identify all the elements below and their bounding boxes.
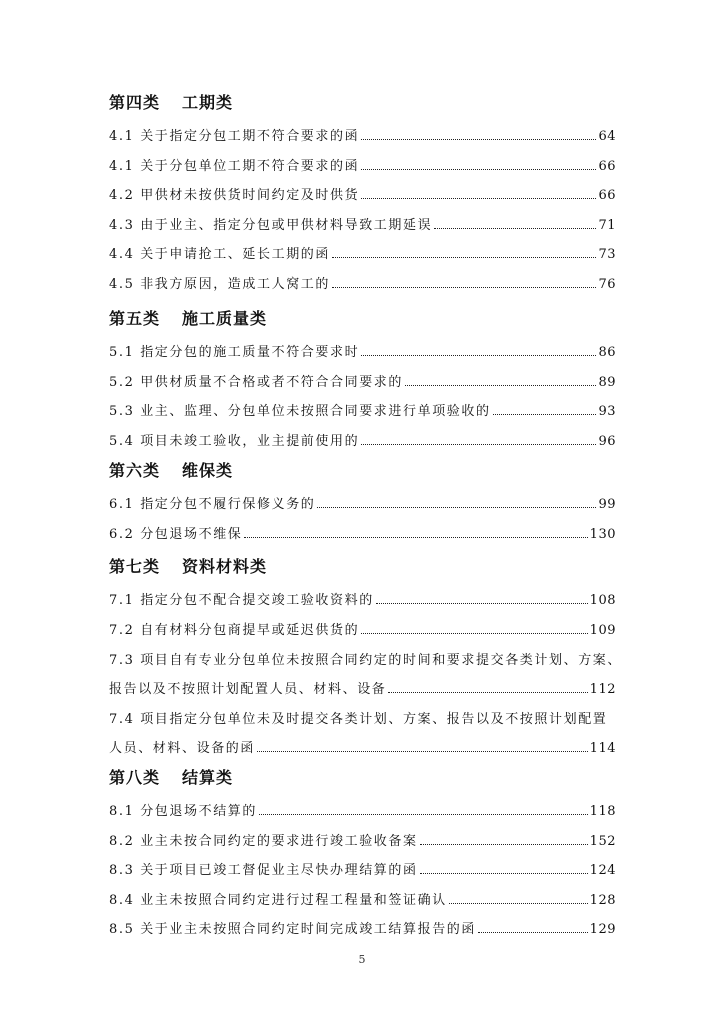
section-number: 第六类	[109, 461, 161, 480]
toc-entry[interactable]	[109, 429, 616, 449]
toc-entry-label: 8.3 关于项目已竣工督促业主尽快办理结算的函	[109, 863, 418, 879]
toc-entry[interactable]	[109, 858, 616, 878]
toc-entry[interactable]	[109, 340, 616, 360]
dot-leader	[361, 198, 596, 199]
section-number: 第七类	[109, 557, 161, 576]
toc-entry[interactable]	[109, 492, 616, 512]
section-title: 施工质量类	[182, 309, 268, 328]
dot-leader	[449, 903, 588, 904]
section-heading	[109, 554, 267, 577]
dot-leader	[420, 844, 588, 845]
toc-entry[interactable]	[109, 829, 616, 849]
toc-entry[interactable]	[109, 183, 616, 203]
dot-leader	[376, 603, 588, 604]
toc-entry[interactable]	[109, 888, 616, 908]
toc-entry-label: 4.2 甲供材未按供货时间约定及时供货	[109, 188, 360, 204]
toc-entry-label: 8.2 业主未按合同约定的要求进行竣工验收备案	[109, 833, 418, 849]
dot-leader	[361, 444, 596, 445]
toc-entry-page: 108	[589, 593, 616, 608]
dot-leader	[257, 751, 588, 752]
dot-leader	[244, 537, 587, 538]
toc-entry-label: 7.1 指定分包不配合提交竣工验收资料的	[109, 593, 374, 608]
section-title: 工期类	[182, 93, 234, 112]
toc-entry-page: 89	[598, 374, 616, 390]
toc-entry-label: 报告以及不按照计划配置人员、材料、设备	[109, 681, 387, 697]
toc-entry-label: 5.1 指定分包的施工质量不符合要求时	[109, 345, 360, 360]
toc-entry-page: 71	[598, 217, 616, 233]
toc-entry[interactable]	[109, 799, 616, 819]
toc-entry-label: 6.2 分包退场不维保	[109, 526, 243, 542]
toc-entry[interactable]	[109, 242, 616, 262]
dot-leader	[361, 139, 596, 140]
dot-leader	[420, 873, 588, 874]
dot-leader	[478, 932, 588, 933]
toc-entry-page: 66	[598, 158, 616, 174]
toc-entry-label-line1[interactable]: 7.3 项目自有专业分包单位未按照合同约定的时间和要求提交各类计划、方案、	[109, 653, 623, 669]
toc-entry-label: 8.5 关于业主未按照合同约定时间完成竣工结算报告的函	[109, 922, 477, 938]
toc-entry[interactable]	[109, 154, 616, 174]
toc-entry-page: 112	[589, 681, 616, 697]
toc-entry-label-line1[interactable]: 7.4 项目指定分包单位未及时提交各类计划、方案、报告以及不按照计划配置	[109, 712, 608, 728]
toc-entry-page: 73	[598, 247, 616, 263]
toc-entry-page: 99	[598, 497, 616, 512]
dot-leader	[332, 257, 596, 258]
toc-entry-label: 4.3 由于业主、指定分包或甲供材料导致工期延误	[109, 217, 433, 233]
toc-entry[interactable]	[109, 213, 616, 233]
toc-entry-label: 5.2 甲供材质量不合格或者不符合合同要求的	[109, 374, 404, 390]
dot-leader	[259, 814, 588, 815]
dot-leader	[361, 355, 596, 356]
section-title: 资料材料类	[182, 557, 268, 576]
toc-entry-label: 人员、材料、设备的函	[109, 741, 256, 756]
section-heading	[109, 306, 267, 329]
dot-leader	[493, 414, 597, 415]
toc-entry-page: 130	[589, 526, 616, 542]
toc-entry-page: 114	[589, 741, 616, 756]
dot-leader	[361, 169, 596, 170]
section-heading	[109, 765, 233, 788]
section-title: 结算类	[182, 768, 234, 787]
dot-leader	[317, 507, 596, 508]
toc-entry-label: 6.1 指定分包不履行保修义务的	[109, 497, 316, 512]
dot-leader	[388, 692, 587, 693]
toc-entry-label: 4.4 关于申请抢工、延长工期的函	[109, 247, 331, 263]
toc-entry[interactable]	[109, 677, 616, 697]
toc-entry-page: 124	[589, 863, 616, 879]
toc-entry[interactable]	[109, 399, 616, 419]
toc-entry-page: 128	[589, 892, 616, 908]
dot-leader	[332, 287, 596, 288]
toc-entry-label: 4.1 关于指定分包工期不符合要求的函	[109, 129, 360, 144]
toc-entry-page: 129	[589, 922, 616, 938]
toc-entry-label: 8.4 业主未按照合同约定进行过程工程量和签证确认	[109, 892, 447, 908]
toc-entry-page: 86	[598, 345, 616, 360]
section-number: 第四类	[109, 93, 161, 112]
toc-entry[interactable]	[109, 618, 616, 638]
dot-leader	[405, 385, 596, 386]
toc-entry-page: 152	[589, 833, 616, 849]
toc-entry-page: 76	[598, 277, 616, 292]
toc-entry[interactable]	[109, 272, 616, 292]
toc-entry[interactable]	[109, 370, 616, 390]
section-heading	[109, 90, 233, 113]
toc-entry[interactable]	[109, 522, 616, 542]
toc-entry-page: 64	[598, 129, 616, 144]
section-heading	[109, 458, 233, 481]
toc-entry-page: 66	[598, 188, 616, 204]
toc-entry-page: 109	[589, 622, 616, 638]
toc-entry-page: 96	[598, 433, 616, 449]
toc-entry-page: 93	[598, 404, 616, 420]
toc-entry-label: 4.1 关于分包单位工期不符合要求的函	[109, 158, 360, 174]
toc-entry-label: 4.5 非我方原因，造成工人窝工的	[109, 277, 331, 292]
toc-entry[interactable]	[109, 736, 616, 756]
toc-entry-page: 118	[589, 804, 616, 819]
toc-entry-label: 7.2 自有材料分包商提早或延迟供货的	[109, 622, 360, 638]
toc-entry[interactable]	[109, 124, 616, 144]
dot-leader	[434, 228, 596, 229]
page-number: 5	[358, 953, 366, 966]
toc-entry-label: 5.4 项目未竣工验收，业主提前使用的	[109, 433, 360, 449]
toc-entry-label: 5.3 业主、监理、分包单位未按照合同要求进行单项验收的	[109, 404, 491, 420]
toc-entry-label: 8.1 分包退场不结算的	[109, 804, 258, 819]
section-title: 维保类	[182, 461, 234, 480]
section-number: 第八类	[109, 768, 161, 787]
section-number: 第五类	[109, 309, 161, 328]
dot-leader	[361, 633, 587, 634]
toc-entry[interactable]	[109, 588, 616, 608]
toc-entry[interactable]	[109, 917, 616, 937]
